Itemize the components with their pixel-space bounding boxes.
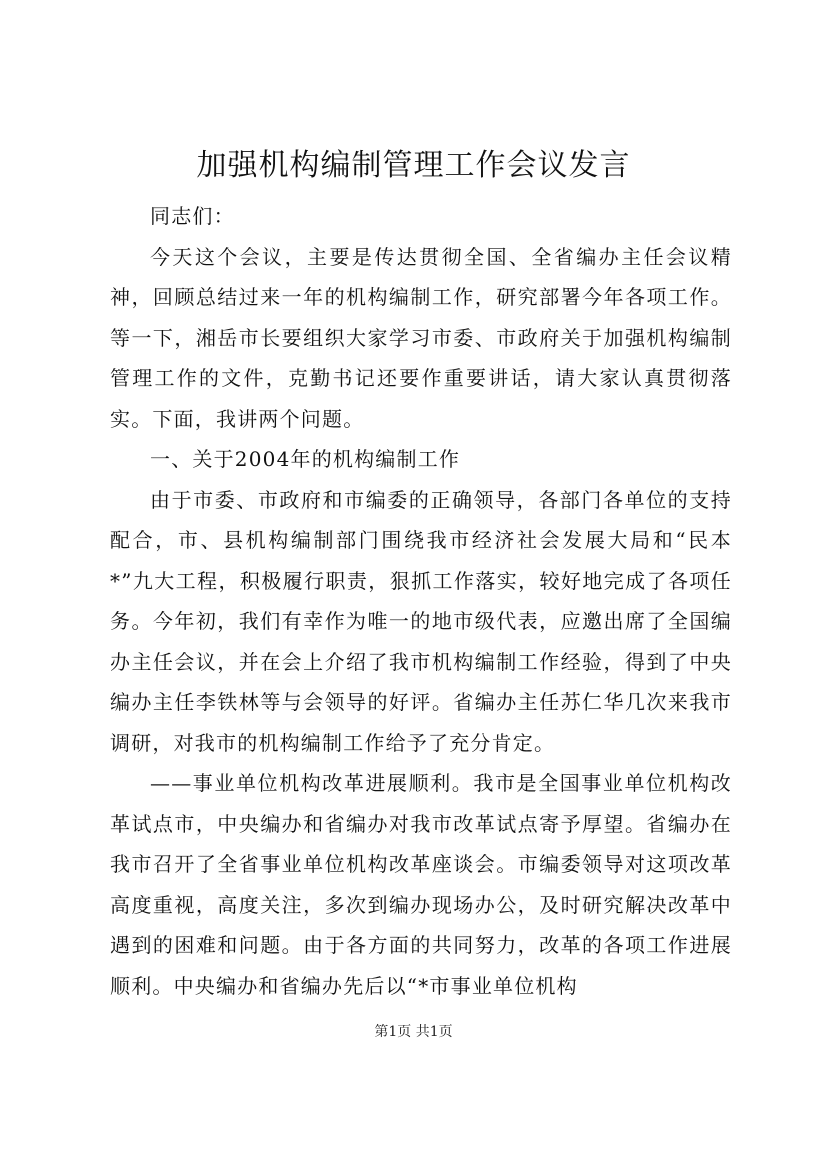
section-heading: 一、关于2004年的机构编制工作: [150, 447, 461, 471]
page-footer: 第1页 共1页: [374, 1024, 453, 1040]
salutation-paragraph: 同志们：: [150, 204, 235, 228]
document-title: 加强机构编制管理工作会议发言: [196, 148, 631, 183]
document-body: [110, 196, 732, 1006]
body-paragraph: 今天这个会议，主要是传达贯彻全国、全省编办主任会议精神，回顾总结过来一年的机构编制工作，研究部署今年各项工作。等一下，湘岳市长要组织大家学习市委、市政府关于加强机构编制管理工作的文件，克勤书记还要作重要讲话，请大家认真贯彻落实。下面，我讲两个问题。: [110, 244, 732, 431]
body-paragraph: 由于市委、市政府和市编委的正确领导，各部门各单位的支持配合，市、县机构编制部门围绕我市经济社会发展大局和“民本*”九大工程，积极履行职责，狠抓工作落实，较好地完成了各项任务。今年初，我们有幸作为唯一的地市级代表，应邀出席了全国编办主任会议，并在会上介绍了我市机构编制工作经验，得到了中央编办主任李铁林等与会领导的好评。省编办主任苏仁华几次来我市调研，对我市的机构编制工作给予了充分肯定。: [110, 487, 732, 755]
body-paragraph: ——事业单位机构改革进展顺利。我市是全国事业单位机构改革试点市，中央编办和省编办对我市改革试点寄予厚望。省编办在我市召开了全省事业单位机构改革座谈会。市编委领导对这项改革高度重视，高度关注，多次到编办现场办公，及时研究解决改革中遇到的困难和问题。由于各方面的共同努力，改革的各项工作进展顺利。中央编办和省编办先后以“*市事业单位机构: [110, 771, 732, 998]
